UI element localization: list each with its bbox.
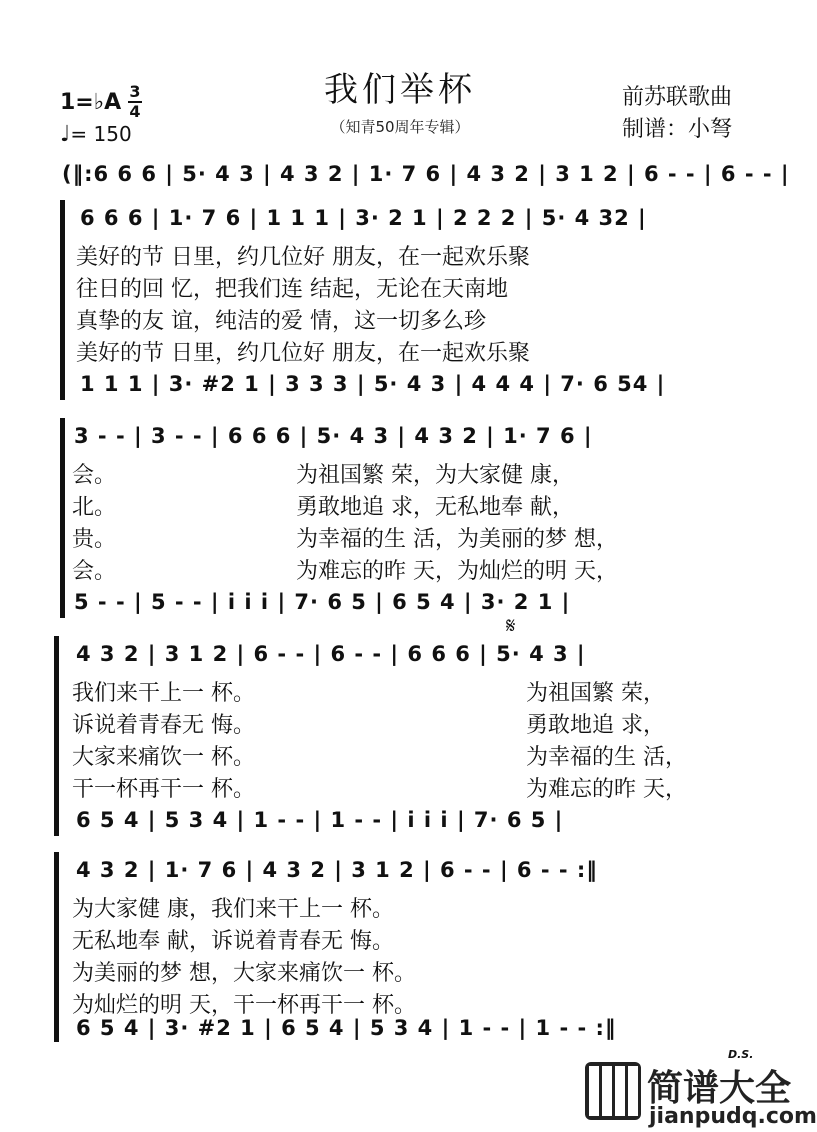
- system-4: [60, 614, 750, 836]
- lyric-line-c4: 干一杯再干一 杯。: [72, 777, 255, 802]
- arranger-credit: 制谱：小弩: [622, 117, 733, 142]
- lyric-line-e4: 为灿烂的明 天，干一杯再干一 杯。: [72, 993, 416, 1018]
- lyric-line-e3: 为美丽的梦 想，大家来痛饮一 杯。: [72, 961, 416, 986]
- tempo-marking: [60, 122, 132, 147]
- lyric-line-c2: 诉说着青春无 悔。: [72, 713, 255, 738]
- key-text: 1=♭A: [60, 90, 122, 115]
- system-4-lower: 6 5 4 | 5 3 4 | 1 - - | 1 - - | i i i | 7· 6 5 |: [76, 808, 564, 832]
- system-bracket: [54, 636, 59, 836]
- system-1-notes: (‖:6 6 6 | 5· 4 3 | 4 3 2 | 1· 7 6 | 4 3 2 | 3 1 2 | 6 - - | 6 - - |: [62, 162, 790, 186]
- song-subtitle: （知青50周年专辑）: [330, 118, 470, 136]
- time-signature: [128, 84, 142, 120]
- watermark-brand: 简谱大全: [647, 1068, 792, 1109]
- tempo-value: = 150: [70, 122, 132, 146]
- song-origin: 前苏联歌曲: [622, 85, 733, 110]
- lyric-end-1: 会。: [72, 463, 117, 488]
- system-5: [60, 852, 754, 1061]
- lyric-line-2: 往日的回 忆，把我们连 结起，无论在天南地: [76, 277, 508, 302]
- lyric-line-3: 真挚的友 谊，纯洁的爱 情，这一切多么珍: [76, 309, 486, 334]
- time-top: 3: [129, 82, 141, 101]
- lyric-line-b4: 为难忘的昨 天，为灿烂的明 天，: [296, 559, 618, 584]
- lyric-line-d3: 为幸福的生 活，: [526, 745, 687, 770]
- system-2: [60, 200, 750, 400]
- lyric-line-b1: 为祖国繁 荣，为大家健 康，: [296, 463, 574, 488]
- ds-marking: D.S.: [728, 1048, 754, 1061]
- lyric-end-4: 会。: [72, 559, 117, 584]
- lyric-line-d1: 为祖国繁 荣，: [526, 681, 665, 706]
- lyric-line-c3: 大家来痛饮一 杯。: [72, 745, 255, 770]
- time-bottom: 4: [129, 102, 141, 121]
- lyric-line-1: 美好的节 日里，约几位好 朋友，在一起欢乐聚: [76, 245, 530, 270]
- system-2-lower: 1 1 1 | 3· #2 1 | 3 3 3 | 5· 4 3 | 4 4 4 | 7· 6 54 |: [80, 372, 666, 396]
- system-bracket: [54, 852, 59, 1042]
- system-2-upper: 6 6 6 | 1· 7 6 | 1 1 1 | 3· 2 1 | 2 2 2 | 5· 4 32 |: [80, 206, 647, 230]
- quarter-note-icon: ♩: [60, 122, 71, 147]
- lyric-line-4: 美好的节 日里，约几位好 朋友，在一起欢乐聚: [76, 341, 530, 366]
- system-3: [60, 418, 750, 618]
- song-title: 我们举杯: [324, 70, 476, 110]
- system-5-lower: 6 5 4 | 3· #2 1 | 6 5 4 | 5 3 4 | 1 - - | 1 - - :‖: [76, 1016, 617, 1040]
- lyric-line-c1: 我们来干上一 杯。: [72, 681, 255, 706]
- lyric-end-2: 北。: [72, 495, 117, 520]
- system-5-upper: 4 3 2 | 1· 7 6 | 4 3 2 | 3 1 2 | 6 - - | 6 - - :‖: [76, 858, 598, 882]
- system-4-upper: 4 3 2 | 3 1 2 | 6 - - | 6 - - | 6 6 6 | 5· 4 3 |: [76, 642, 586, 666]
- segno-icon: 𝄋: [506, 614, 516, 639]
- lyric-line-b2: 勇敢地追 求，无私地奉 献，: [296, 495, 574, 520]
- lyric-end-3: 贵。: [72, 527, 117, 552]
- piano-keys-icon: [585, 1062, 641, 1120]
- system-bracket: [60, 200, 65, 400]
- lyric-line-e1: 为大家健 康，我们来干上一 杯。: [72, 897, 394, 922]
- system-3-upper: 3 - - | 3 - - | 6 6 6 | 5· 4 3 | 4 3 2 | 1· 7 6 |: [74, 424, 593, 448]
- lyric-line-e2: 无私地奉 献，诉说着青春无 悔。: [72, 929, 394, 954]
- key-signature: [60, 90, 121, 115]
- lyric-line-d2: 勇敢地追 求，: [526, 713, 665, 738]
- lyric-line-d4: 为难忘的昨 天，: [526, 777, 687, 802]
- lyric-line-b3: 为幸福的生 活，为美丽的梦 想，: [296, 527, 618, 552]
- system-bracket: [60, 418, 65, 618]
- system-3-lower: 5 - - | 5 - - | i i i | 7· 6 5 | 6 5 4 | 3· 2 1 |: [74, 590, 571, 614]
- watermark-logo: [585, 1062, 817, 1129]
- watermark-url: jianpudq.com: [649, 1104, 817, 1129]
